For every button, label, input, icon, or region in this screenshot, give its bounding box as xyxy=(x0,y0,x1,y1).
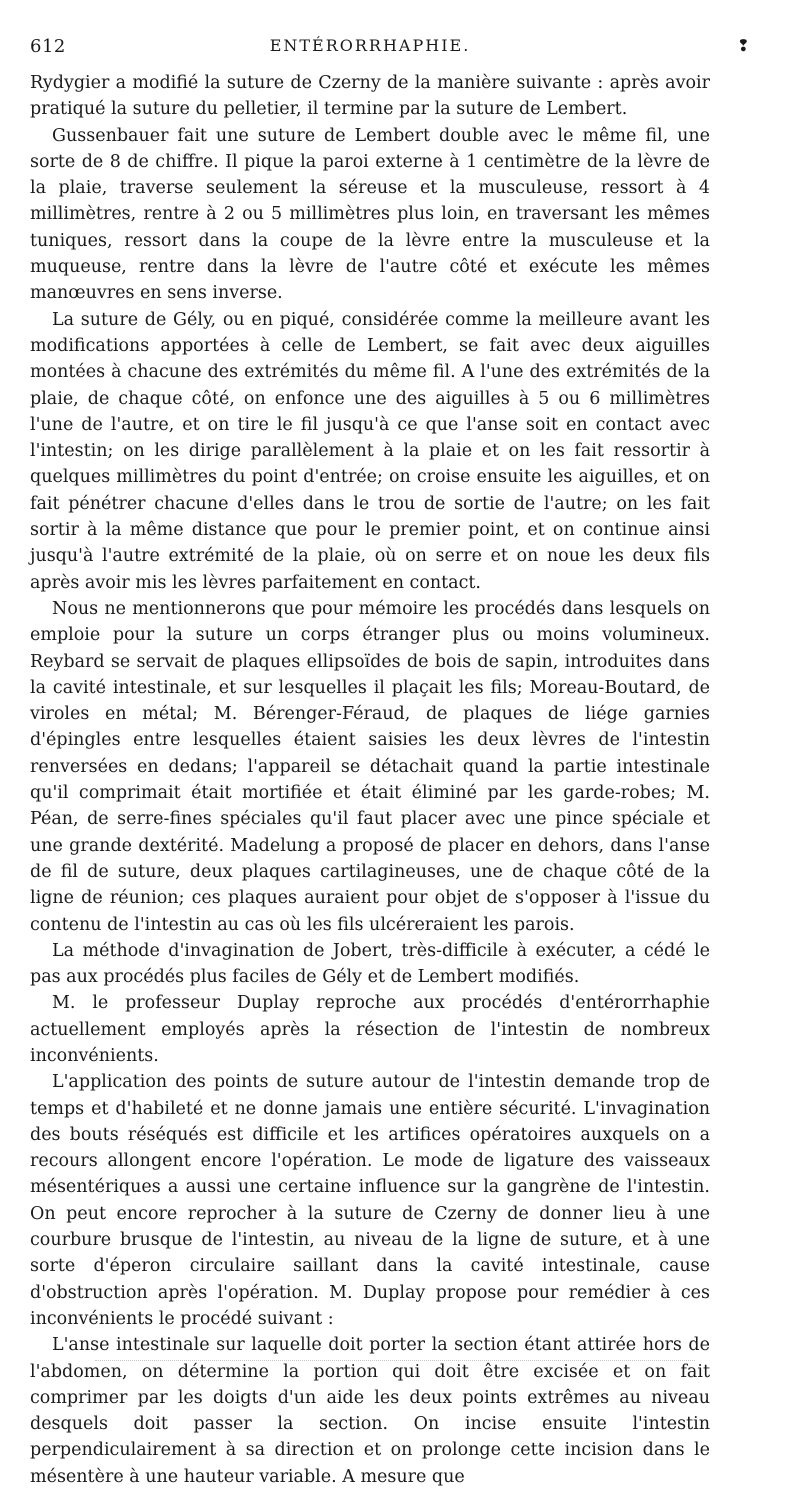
paragraph-3: La suture de Gély, ou en piqué, considérée comme la meilleure avant les modifications apportées à celle de Lembert, se fait avec deux aiguilles montées à chacune des extrémités du même fil. A l'une des extrémités de la plaie, de chaque côté, on enfonce une des aiguilles à 5 ou 6 millimètres l'une de l'autre, et on tire le fil jusqu'à ce que l'anse soit en contact avec l'intestin; on les dirige parallèlement à la plaie et on les fait ressortir à quelques millimètres du point d'entrée; on croise ensuite les aiguilles, et on fait pénétrer chacune d'elles dans le trou de sortie de l'autre; on les fait sortir à la même distance que pour le premier point, et on continue ainsi jusqu'à l'autre extrémité de la plaie, où on serre et on noue les deux fils après avoir mis les lèvres parfaitement en contact. xyxy=(30,309,710,593)
paragraph-1: Rydygier a modifié la suture de Czerny de la manière suivante : après avoir pratiqué la suture du pelletier, il termine par la suture de Lembert. xyxy=(30,73,710,120)
paragraph-7: L'application des points de suture autour de l'intestin demande trop de temps et d'habileté et ne donne jamais une entière sécurité. L'invagination des bouts réséqués est difficile et les artifices opératoires auxquels on a recours allongent encore l'opération. Le mode de ligature des vaisseaux mésentériques a aussi une certaine influence sur la gangrène de l'intestin. On peut encore reprocher à la suture de Czerny de donner lieu à une courbure brusque de l'intestin, au niveau de la ligne de suture, et à une sorte d'éperon circulaire saillant dans la cavité intestinale, cause d'obstruction après l'opération. M. Duplay propose pour remédier à ces inconvénients le procédé suivant : xyxy=(30,1072,710,1329)
body-text xyxy=(30,70,710,1490)
paragraph-2: Gussenbauer fait une suture de Lembert double avec le même fil, une sorte de 8 de chiffre. Il pique la paroi externe à 1 centimètre de la lèvre de la plaie, traverse seulement la séreuse et la musculeuse, ressort à 4 millimètres, rentre à 2 ou 5 millimètres plus loin, en traversant les mêmes tuniques, ressort dans la coupe de la lèvre entre la musculeuse et la muqueuse, rentre dans la lèvre de l'autre côté et exécute les mêmes manœuvres en sens inverse. xyxy=(30,125,710,304)
page-header xyxy=(30,36,750,64)
page-number: 612 xyxy=(30,36,66,57)
paragraph-4: Nous ne mentionnerons que pour mémoire les procédés dans lesquels on emploie pour la suture un corps étranger plus ou moins volumineux. Reybard se servait de plaques ellipsoïdes de bois de sapin, introduites dans la cavité intestinale, et sur lesquelles il plaçait les fils; Moreau-Boutard, de viroles en métal; M. Bérenger-Féraud, de plaques de liége garnies d'épingles entre lesquelles étaient saisies les deux lèvres de l'intestin renversées en dedans; l'appareil se détachait quand la partie intestinale qu'il comprimait était mortifiée et était éliminé par les garde-robes; M. Péan, de serre-fines spéciales qu'il faut placer avec une pince spéciale et une grande dextérité. Madelung a proposé de placer en dehors, dans l'anse de fil de suture, deux plaques cartilagineuses, une de chaque côté de la ligne de réunion; ces plaques auraient pour objet de s'opposer à l'issue du contenu de l'intestin au cas où les fils ulcéreraient les parois. xyxy=(30,598,710,935)
paragraph-8: L'anse intestinale sur laquelle doit porter la section étant attirée hors de l'abdomen, on détermine la portion qui doit être excisée et on fait comprimer par les doigts d'un aide les deux points extrêmes au niveau desquels doit passer la section. On incise ensuite l'intestin perpendiculairement à sa direction et on prolonge cette incision dans le mésentère à une hauteur variable. A mesure que xyxy=(30,1335,710,1487)
running-title: ENTÉRORRHAPHIE. xyxy=(269,36,471,55)
document-page xyxy=(30,36,750,1490)
footer-dotted-rule xyxy=(95,1360,695,1361)
paragraph-6: M. le professeur Duplay reproche aux procédés d'entérorrhaphie actuellement employés après la résection de l'intestin de nombreux inconvénients. xyxy=(30,993,710,1066)
paragraph-5: La méthode d'invagination de Jobert, très-difficile à exécuter, a cédé le pas aux procédés plus faciles de Gély et de Lembert modifiés. xyxy=(30,940,710,988)
header-mark: ❢ xyxy=(736,36,750,55)
